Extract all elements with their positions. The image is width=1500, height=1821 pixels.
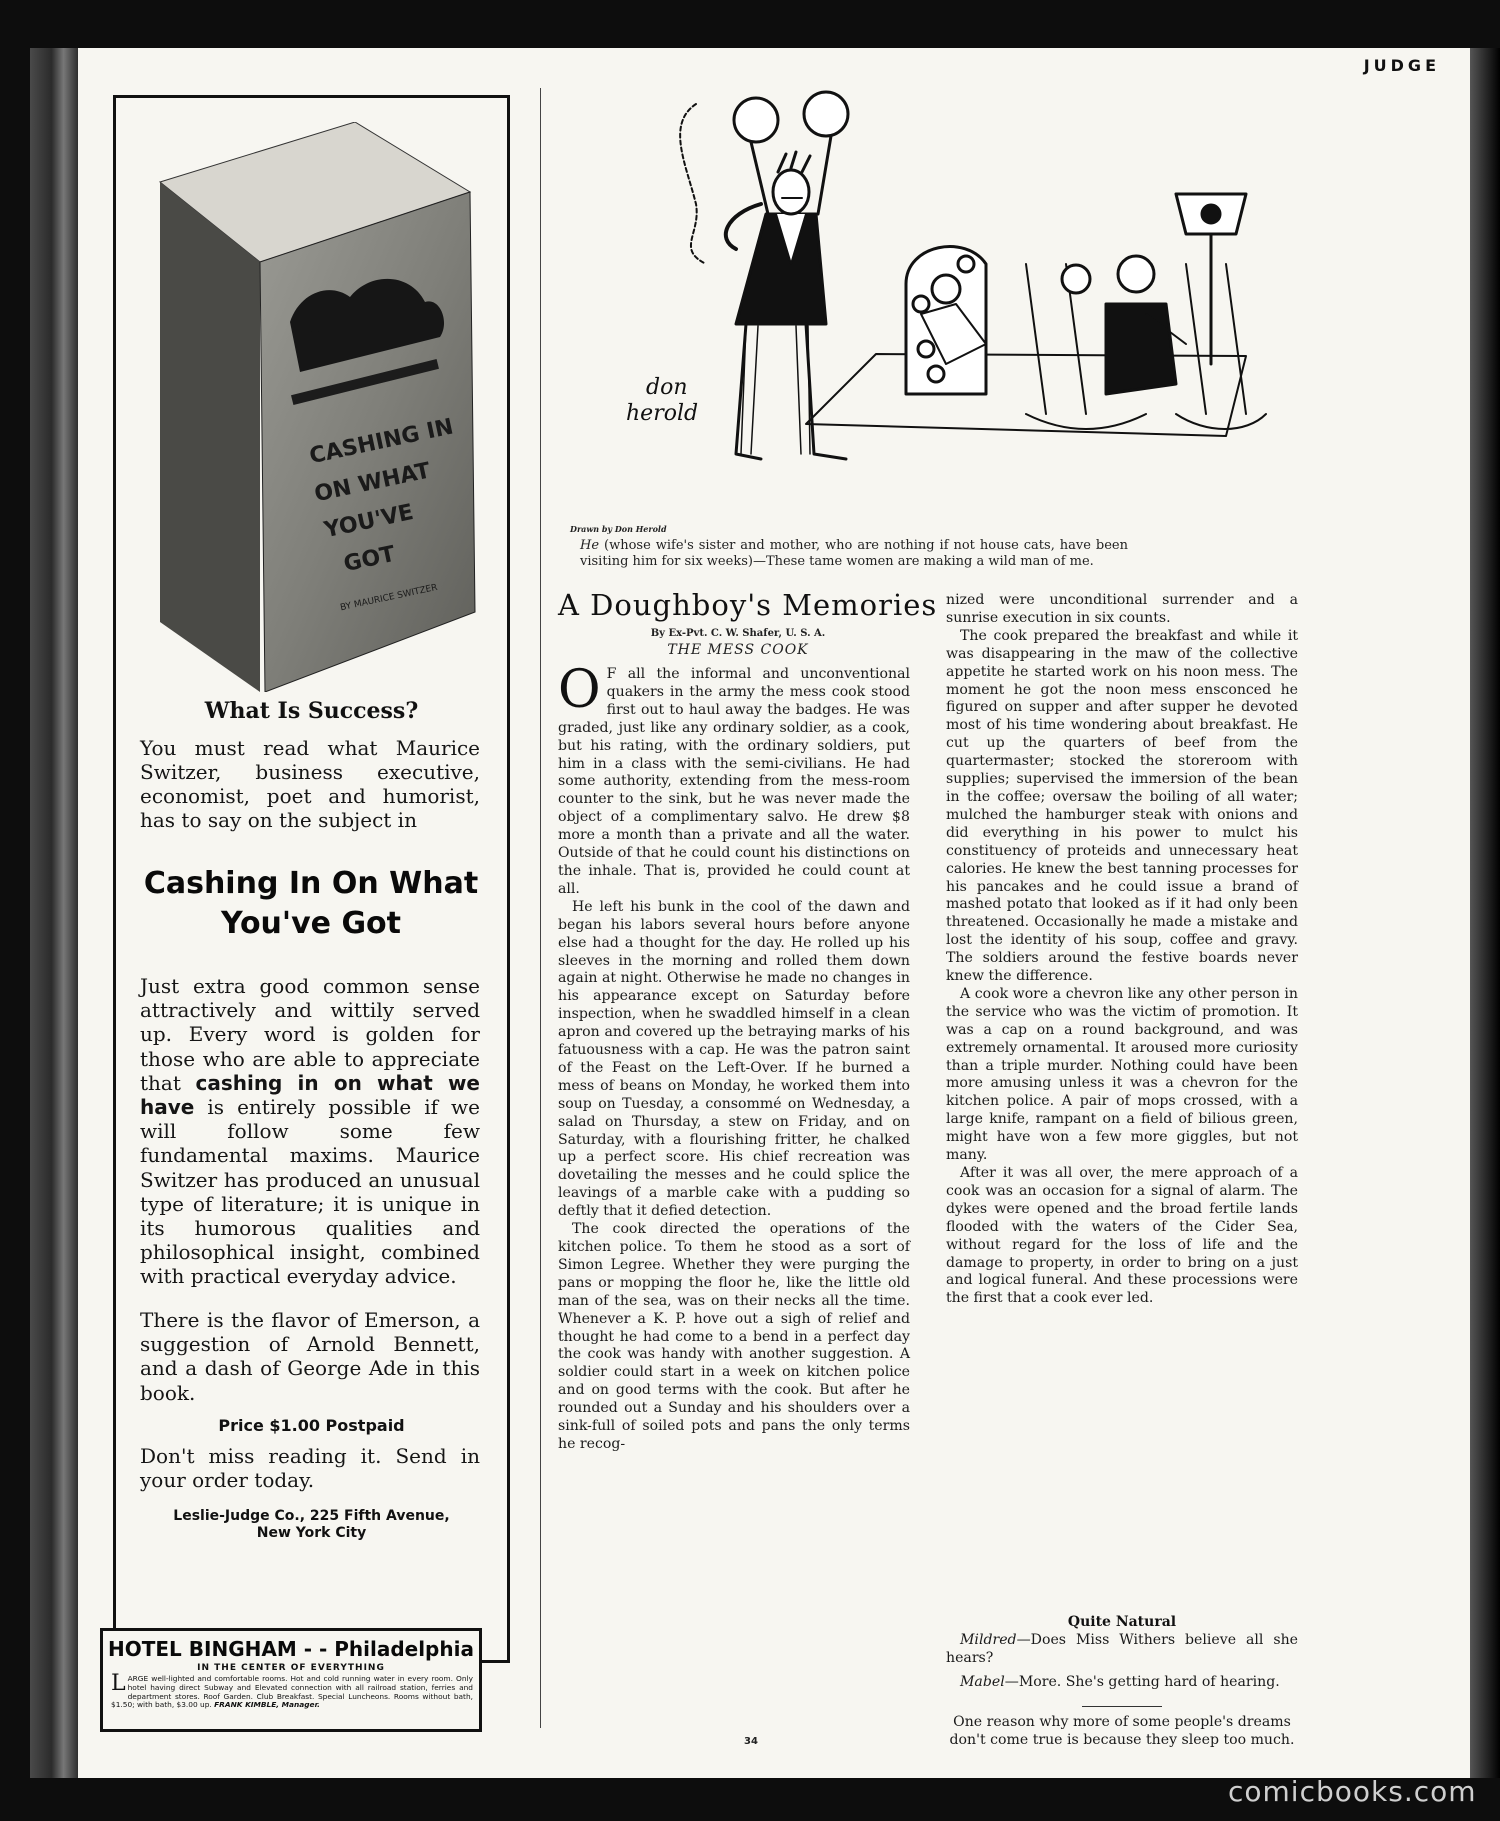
svg-text:ON WHAT: ON WHAT: [312, 458, 433, 508]
article-paragraph: He left his bunk in the cool of the dawn and began his labors several hours before anyone else had a thought for the day. He rolled up his sleeves in the morning and rolled them down again at night. Otherwise he made no changes in his appearance except on Saturday before inspection, when he swaddled himself in a clean apron and covered up the betraying marks of his fatuousness with a cap. He was the patron saint of the Feast on the Left-Over. If he burned a mess of beans on Monday, he worked them into soup on Tuesday, a consommé on Wednesday, a salad on Thursday, a stew on Friday, and on Saturday, with a flourishing fritter, he chalked up a perfect score. His chief recreation was dovetailing the messes and he could splice the leavings of a marble cake with a pudding so deftly that it defied detection.: [558, 898, 910, 1220]
ad-body-paragraph-2: There is the flavor of Emerson, a suggestion of Arnold Bennett, and a dash of George Ade in this book.: [140, 1308, 480, 1405]
hotel-subtitle: IN THE CENTER OF EVERYTHING: [197, 1663, 385, 1673]
divider: [1082, 1706, 1162, 1707]
ad-body-text: is entirely possible if we will follow some few fundamental maxims. Maurice Switzer has produced an unusual type of literature; it is unique in its humorous qualities and philosophical insight, combined with practical everyday advice.: [140, 1095, 480, 1289]
ad-body-text: Just extra good common sense attractively and wittily served up. Every word is golden for those who are able to appreciate that: [140, 974, 480, 1095]
article-column-2: [946, 592, 1298, 1308]
ad-book-title: Cashing In On What You've Got: [143, 866, 479, 941]
ad-heading: What Is Success?: [204, 698, 419, 724]
hotel-advertisement: [100, 1628, 482, 1732]
svg-text:YOU'VE: YOU'VE: [322, 499, 416, 544]
ad-intro: You must read what Maurice Switzer, business executive, economist, poet and humorist, has to say on the subject in: [140, 736, 480, 832]
page-edge: [1470, 48, 1500, 1778]
page-number: 34: [744, 1736, 758, 1747]
speaker-name: Mabel: [960, 1673, 1005, 1690]
filler-dialogue: [946, 1632, 1298, 1698]
caption-text: (whose wife's sister and mother, who are nothing if not house cats, have been visiting him for six weeks)—These tame women are making a wild man of me.: [580, 538, 1128, 569]
article-paragraph: The cook prepared the breakfast and while it was disappearing in the maw of the collective appetite he started work on his noon mess. The moment he got the noon mess ensconced he figured on supper and after supper he devoted most of his time wondering about breakfast. He cut up the quarters of beef from the quartermaster; stocked the storeroom with supplies; supervised the immersion of the bean in the coffee; oversaw the boiling of all water; mulched the hamburger steak with onions and did everything in his power to mulct his constituency of proteids and unnecessary heat calories. He knew the best tanning processes for his pancakes and he could issue a brand of mashed potato that looked as if it had only been threatened. Occasionally he made a mistake and lost the identity of his soup, coffee and gravy. The soldiers around the festive boards never knew the difference.: [946, 627, 1298, 985]
article-paragraph: The cook directed the operations of the kitchen police. To them he stood as a sort of Simon Legree. Whether they were purging the pans or mopping the floor he, like the little old man of the sea, was on their necks all the time. Whenever a K. P. hove out a sigh of relief and thought he had come to a bend in a perfect day the cook was handy with another suggestion. A soldier could start in a week on kitchen police and on good terms with the cook. But after he rounded out a Sunday and his shoulders over a sink-full of soiled pots and pans the only terms he recog-: [558, 1221, 910, 1452]
article-title: A Doughboy's Memories: [558, 588, 938, 622]
cartoon-caption: [580, 538, 1128, 570]
drop-cap: O: [558, 660, 601, 720]
cartoon-credit: Drawn by Don Herold: [570, 524, 667, 534]
hotel-drop-letter: L: [111, 1671, 126, 1696]
article-paragraph: After it was all over, the mere approach of a cook was an occasion for a signal of alarm. The dykes were opened and the broad fertile lands flooded with the waters of the Cider Sea, without regard for the loss of life and the damage to property, in order to bring on a just and logical funeral. And these processions were the first that a cook ever led.: [946, 1165, 1298, 1307]
ad-body-paragraph-1: [140, 974, 480, 1289]
ad-address: [116, 1508, 507, 1542]
dialogue-text: —Does Miss Withers believe all she hears?: [946, 1632, 1298, 1666]
svg-text:BY MAURICE SWITZER: BY MAURICE SWITZER: [339, 582, 439, 614]
ad-body-emphasis: cashing in on what we have: [140, 1070, 480, 1120]
dialogue-line: [946, 1632, 1298, 1668]
filler-title: Quite Natural: [1067, 1614, 1177, 1630]
address-line: Leslie-Judge Co., 225 Fifth Avenue,: [173, 1508, 450, 1524]
ad-call-to-action: Don't miss reading it. Send in your order today.: [140, 1444, 480, 1492]
article-subtitle: THE MESS COOK: [667, 642, 809, 658]
dialogue-line: [946, 1674, 1298, 1692]
address-line: New York City: [256, 1525, 367, 1541]
svg-text:CASHING IN: CASHING IN: [307, 414, 456, 470]
magazine-page: [78, 48, 1470, 1778]
masthead: JUDGE: [1363, 56, 1440, 75]
hotel-body-text: ARGE well-lighted and comfortable rooms. Hot and cold running water in every room. Only hotel having direct Subway and Elevated connection with all railroad station, ferries and department stores. Roof Garden. Club Breakfast. Special Luncheons. Rooms without bath, $1.50; with bath, $3.00 up.: [111, 1674, 473, 1710]
article-column-1: [558, 660, 910, 1454]
article-paragraph: nized were unconditional surrender and a sunrise execution in six counts.: [946, 592, 1298, 626]
book-advertisement: [113, 95, 510, 1663]
hotel-manager: FRANK KIMBLE, Manager.: [214, 1700, 320, 1710]
quip: One reason why more of some people's dreams don't come true is because they sleep too much.: [949, 1714, 1295, 1748]
hotel-title: HOTEL BINGHAM - - Philadelphia: [108, 1637, 474, 1661]
paragraph-text: F all the informal and unconventional quakers in the army the mess cook stood first out to haul away the badges. He was graded, just like any ordinary soldier, as a cook, but his rating, with the ordinary soldiers, put him in a class with the semi-civilians. He had some authority, extending from the mess-room counter to the sink, but he was never made the object of a complimentary salvo. He drew $8 more a month than a private and all the water. Outside of that he could count his distinctions on the inhale. That is, provided he could count at all.: [558, 666, 910, 897]
hotel-body: [111, 1671, 473, 1710]
speaker-name: Mildred: [960, 1632, 1017, 1648]
dialogue-text: —More. She's getting hard of hearing.: [1004, 1673, 1280, 1690]
ad-price: Price $1.00 Postpaid: [218, 1416, 405, 1435]
book-illustration: [140, 122, 490, 692]
cartoon-signature: don: [646, 375, 688, 400]
article-paragraph: A cook wore a chevron like any other person in the service who was the victim of promotion. It was a cap on a round background, and was extremely ornamental. It aroused more curiosity than a triple murder. Nothing could have been more amusing unless it was a chevron for the kitchen police. A pair of mops crossed, with a large knife, rampant on a field of bilious green, might have won a few more giggles, but not many.: [946, 985, 1298, 1164]
cartoon-illustration: [546, 64, 1446, 474]
column-rule: [540, 88, 541, 1728]
article-paragraph: [558, 660, 910, 899]
article-byline: By Ex-Pvt. C. W. Shafer, U. S. A.: [650, 628, 826, 639]
book-spine: [30, 48, 78, 1778]
svg-text:GOT: GOT: [341, 541, 398, 578]
caption-speaker: He: [580, 538, 600, 553]
cartoon-signature: herold: [626, 401, 699, 426]
watermark: comicbooks.com: [1228, 1775, 1477, 1808]
